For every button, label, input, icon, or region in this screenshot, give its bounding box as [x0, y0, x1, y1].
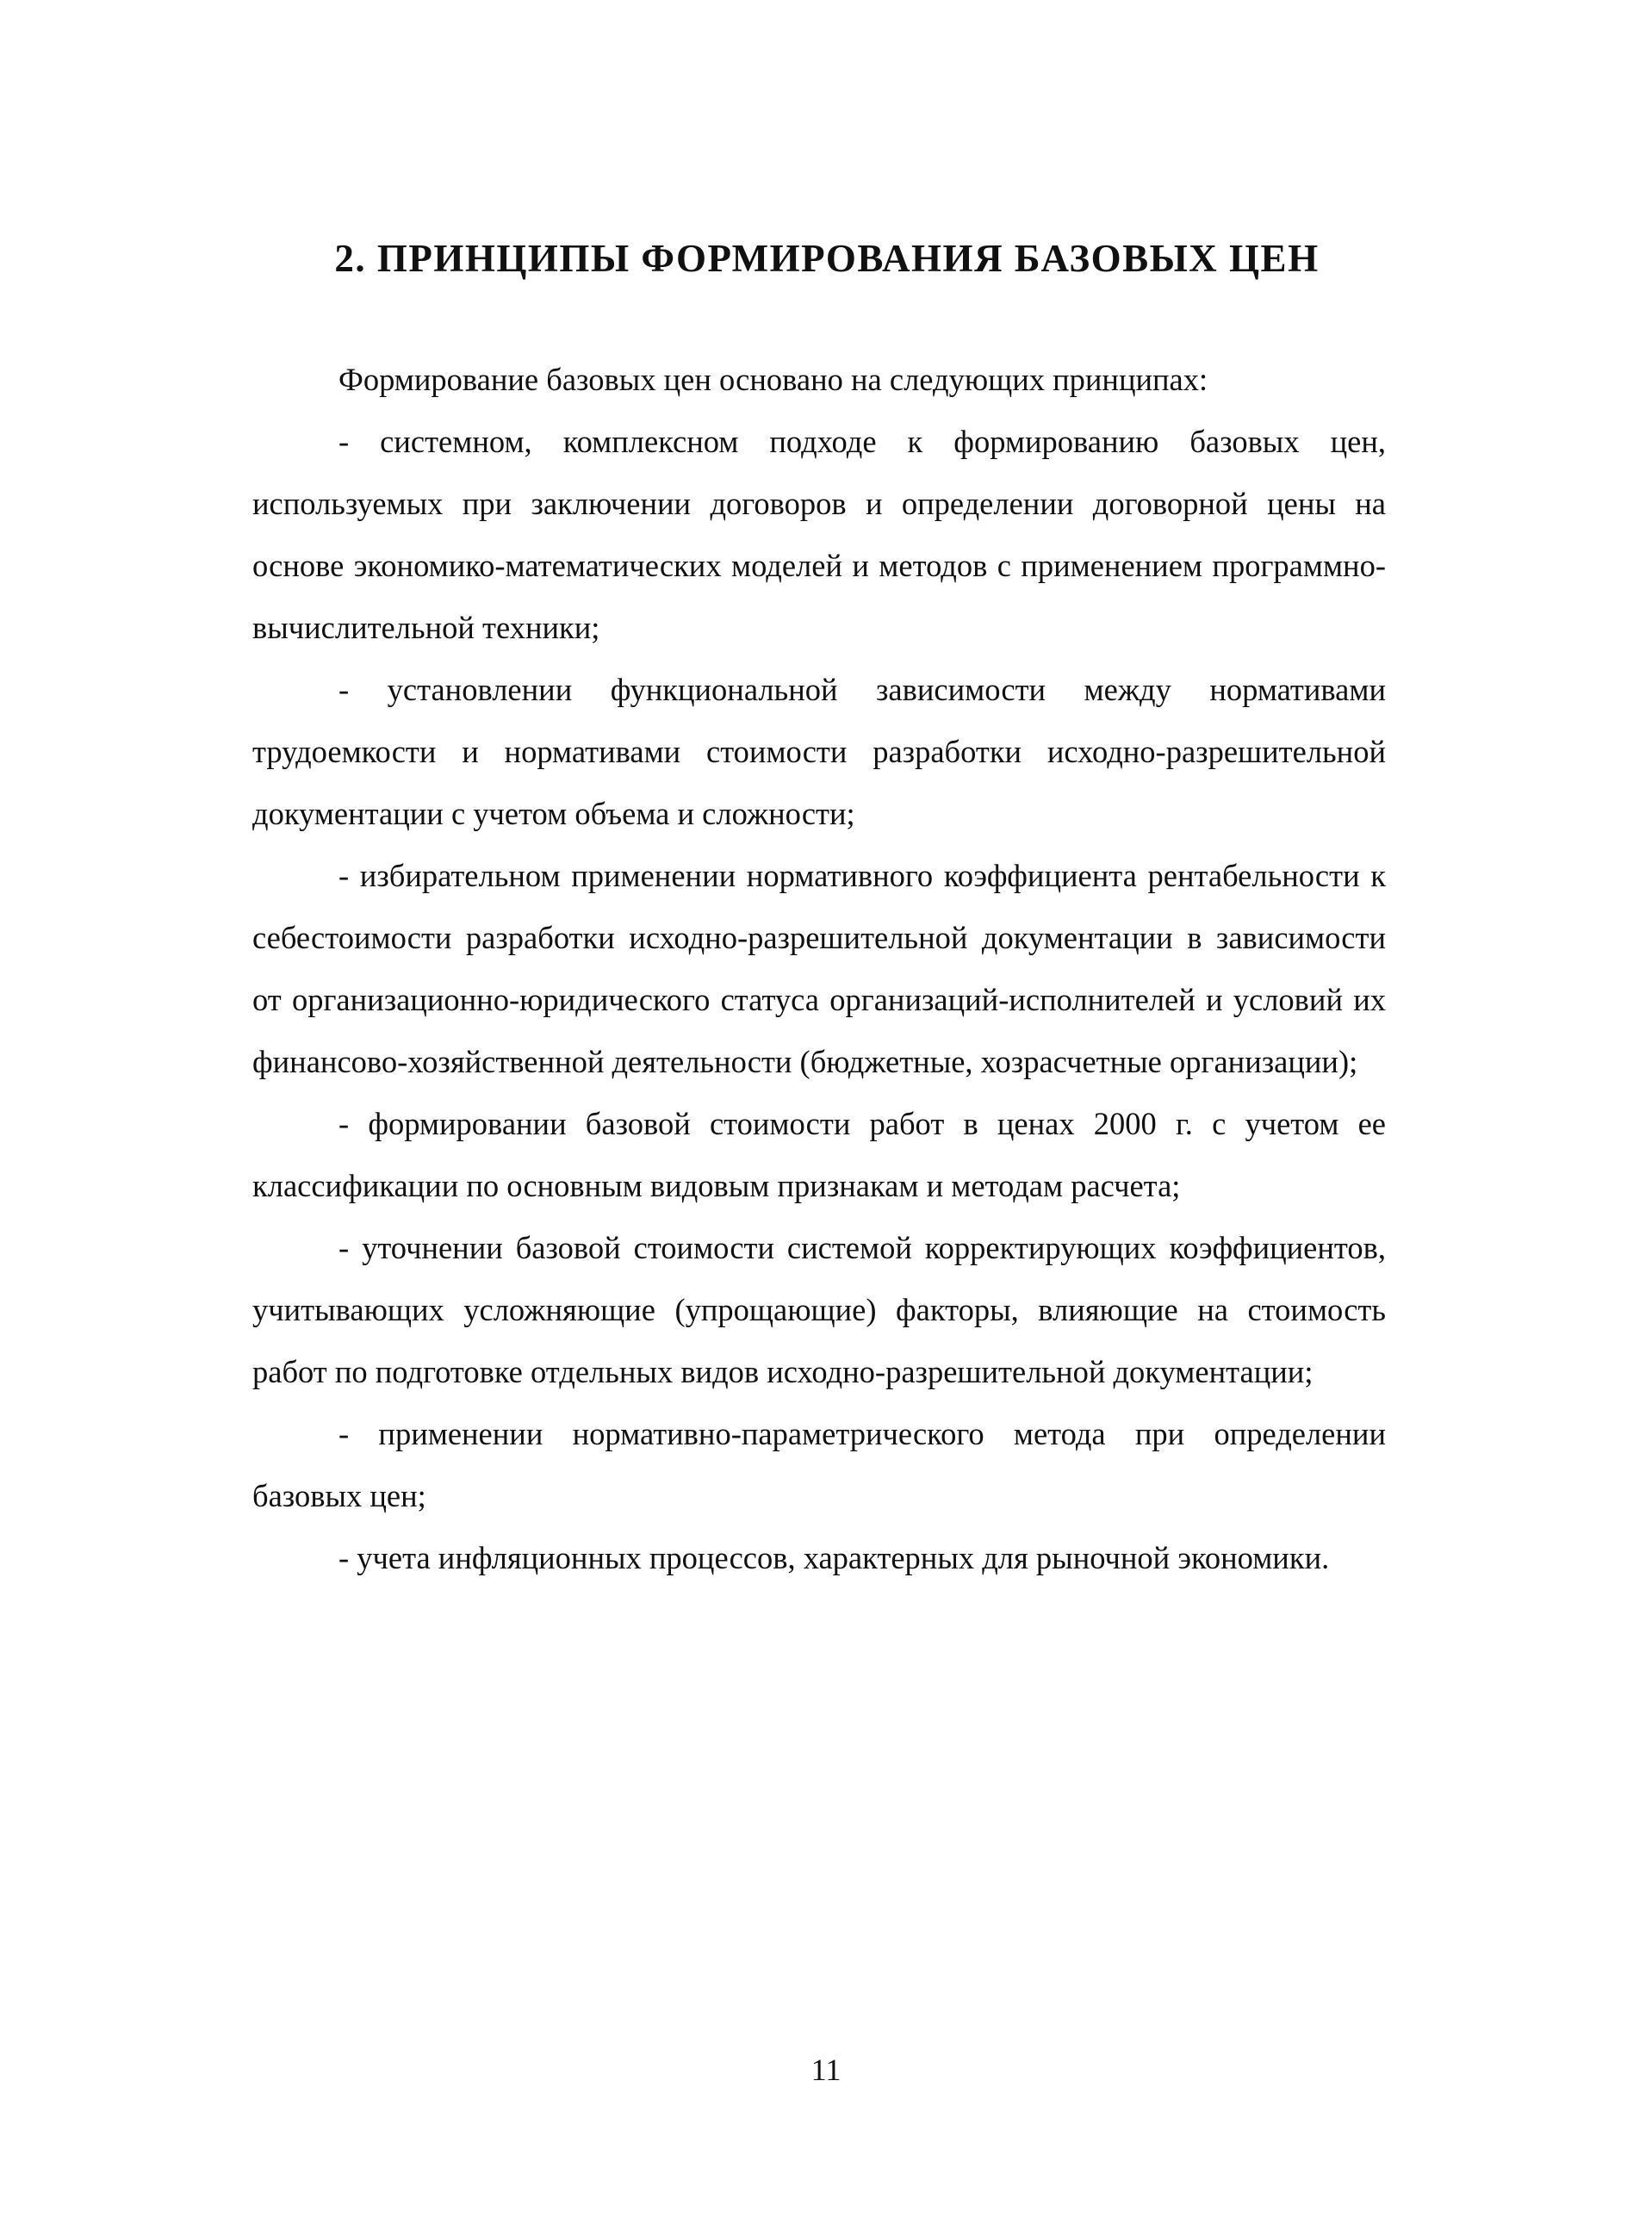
- paragraph-principle-3: - избирательном применении нормативного коэффициента рентабельности к себестоимости разработки исходно-разрешительной документации в зависимости от организационно-юридического статуса организаций-исполнителей и условий их финансово-хозяйственной деятельности (бюджетные, хозрасчетные организации);: [252, 858, 1386, 1079]
- paragraph-principle-4: - формировании базовой стоимости работ в ценах 2000 г. с учетом ее классификации по основным видовым признакам и методам расчета;: [252, 1106, 1386, 1203]
- body-text: [252, 349, 1386, 1589]
- paragraph-principle-7: - учета инфляционных процессов, характерных для рыночной экономики.: [338, 1540, 1330, 1575]
- paragraph-principle-6: - применении нормативно-параметрического метода при определении базовых цен;: [252, 1416, 1386, 1513]
- page-number: 11: [810, 2053, 842, 2087]
- paragraph-principle-2: - установлении функциональной зависимости между нормативами трудоемкости и нормативами стоимости разработки исходно-разрешительной документации с учетом объема и сложности;: [252, 672, 1386, 831]
- paragraph-principle-5: - уточнении базовой стоимости системой корректирующих коэффициентов, учитывающих усложняющие (упрощающие) факторы, влияющие на стоимость работ по подготовке отдельных видов исходно-разрешительной документации;: [252, 1230, 1386, 1389]
- paragraph-intro: Формирование базовых цен основано на следующих принципах:: [338, 362, 1208, 397]
- paragraph-principle-1: - системном, комплексном подходе к формированию базовых цен, используемых при заключении договоров и определении договорной цены на основе экономико-математических моделей и методов с применением программно-вычислительной техники;: [252, 424, 1386, 645]
- section-heading: 2. ПРИНЦИПЫ ФОРМИРОВАНИЯ БАЗОВЫХ ЦЕН: [334, 237, 1320, 280]
